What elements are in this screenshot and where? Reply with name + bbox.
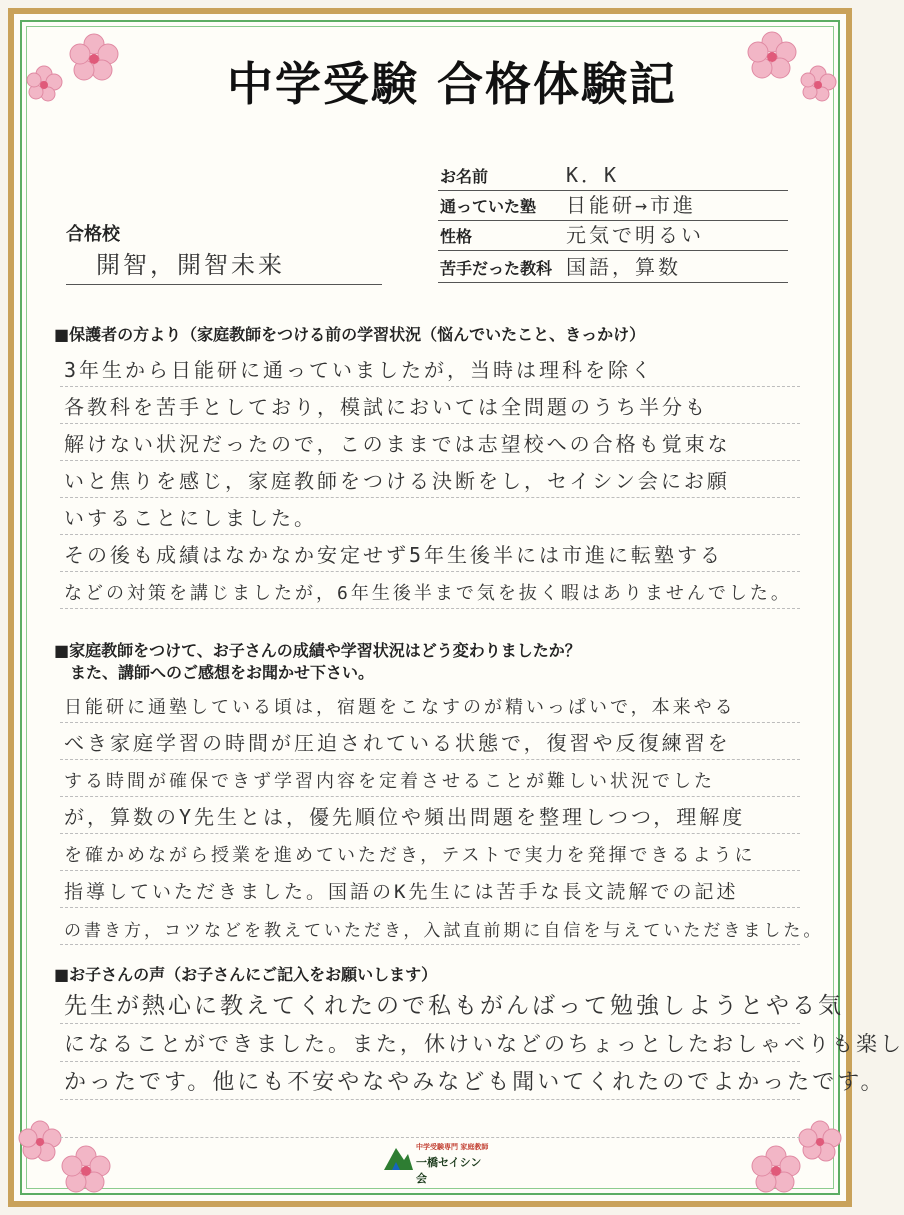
child-section-heading: ■お子さんの声（お子さんにご記入をお願いします） [54, 965, 438, 984]
handwritten-line: べき家庭学習の時間が圧迫されている状態で，復習や反復練習を [60, 723, 800, 760]
handwritten-line: する時間が確保できず学習内容を定着させることが難しい状況でした [60, 760, 800, 797]
personality-label: 性格 [440, 227, 473, 246]
passed-school-value: 開智，開智未来 [96, 251, 285, 279]
handwritten-line: の書き方，コツなどを教えていただき，入試直前期に自信を与えていただきました。 [60, 908, 800, 945]
handwritten-line: その後も成績はなかなか安定せず5年生後半には市進に転塾する [60, 535, 800, 572]
personality-value: 元気で明るい [566, 223, 704, 247]
handwritten-line: いすることにしました。 [60, 498, 800, 535]
progress-section-subheading: また、講師へのご感想をお聞かせ下さい。 [70, 663, 375, 682]
passed-school-label: 合格校 [66, 224, 120, 245]
weak-subject-value: 国語，算数 [566, 255, 681, 279]
parent-section-heading: ■保護者の方より（家庭教師をつける前の学習状況（悩んでいたこと、きっかけ） [54, 325, 646, 344]
profile-school-row [438, 194, 788, 221]
handwritten-line: になることができました。また，休けいなどのちょっとしたおしゃべりも楽し [60, 1024, 800, 1062]
progress-section-heading: ■家庭教師をつけて、お子さんの成績や学習状況はどう変わりましたか？ [54, 641, 581, 660]
page-title: 中学受験 合格体験記 [226, 57, 677, 111]
name-label: お名前 [440, 167, 489, 186]
logo-tagline: 中学受験専門 家庭教師 [416, 1143, 489, 1151]
profile-personality-row [438, 224, 788, 251]
handwritten-line: を確かめながら授業を進めていただき，テストで実力を発揮できるように [60, 834, 800, 871]
cram-school-value: 日能研→市進 [566, 193, 697, 217]
handwritten-line: 先生が熱心に教えてくれたので私もがんばって勉強しようとやる気 [60, 986, 800, 1024]
parent-section-body [60, 350, 800, 609]
handwritten-line: かったです。他にも不安やなやみなども聞いてくれたのでよかったです。 [60, 1062, 800, 1100]
logo-name: 一橋セイシン会 [416, 1156, 482, 1185]
cram-school-label: 通っていた塾 [440, 197, 537, 216]
passed-school-line [66, 248, 382, 285]
handwritten-line: 日能研に通塾している頃は，宿題をこなすのが精いっぱいで，本来やる [60, 686, 800, 723]
profile-name-row [438, 164, 788, 191]
company-logo [382, 1140, 492, 1185]
handwritten-line: 3年生から日能研に通っていましたが，当時は理科を除く [60, 350, 800, 387]
handwritten-line: 解けない状況だったので，このままでは志望校への合格も覚束な [60, 424, 800, 461]
handwritten-line: いと焦りを感じ，家庭教師をつける決断をし，セイシン会にお願 [60, 461, 800, 498]
handwritten-line: 指導していただきました。国語のK先生には苦手な長文読解での記述 [60, 871, 800, 908]
handwritten-line: 各教科を苦手としており，模試においては全問題のうち半分も [60, 387, 800, 424]
child-section-body [60, 986, 904, 1138]
mountain-logo-icon [382, 1142, 414, 1172]
progress-section-body [60, 686, 824, 945]
handwritten-line: などの対策を講じましたが，6年生後半まで気を抜く暇はありませんでした。 [60, 572, 800, 609]
weak-subject-label: 苦手だった教科 [440, 259, 553, 278]
handwritten-line: が，算数のY先生とは，優先順位や頻出問題を整理しつつ，理解度 [60, 797, 800, 834]
handwritten-line [60, 1100, 800, 1138]
name-value: K．K [566, 163, 620, 187]
profile-weak-row [438, 256, 788, 283]
